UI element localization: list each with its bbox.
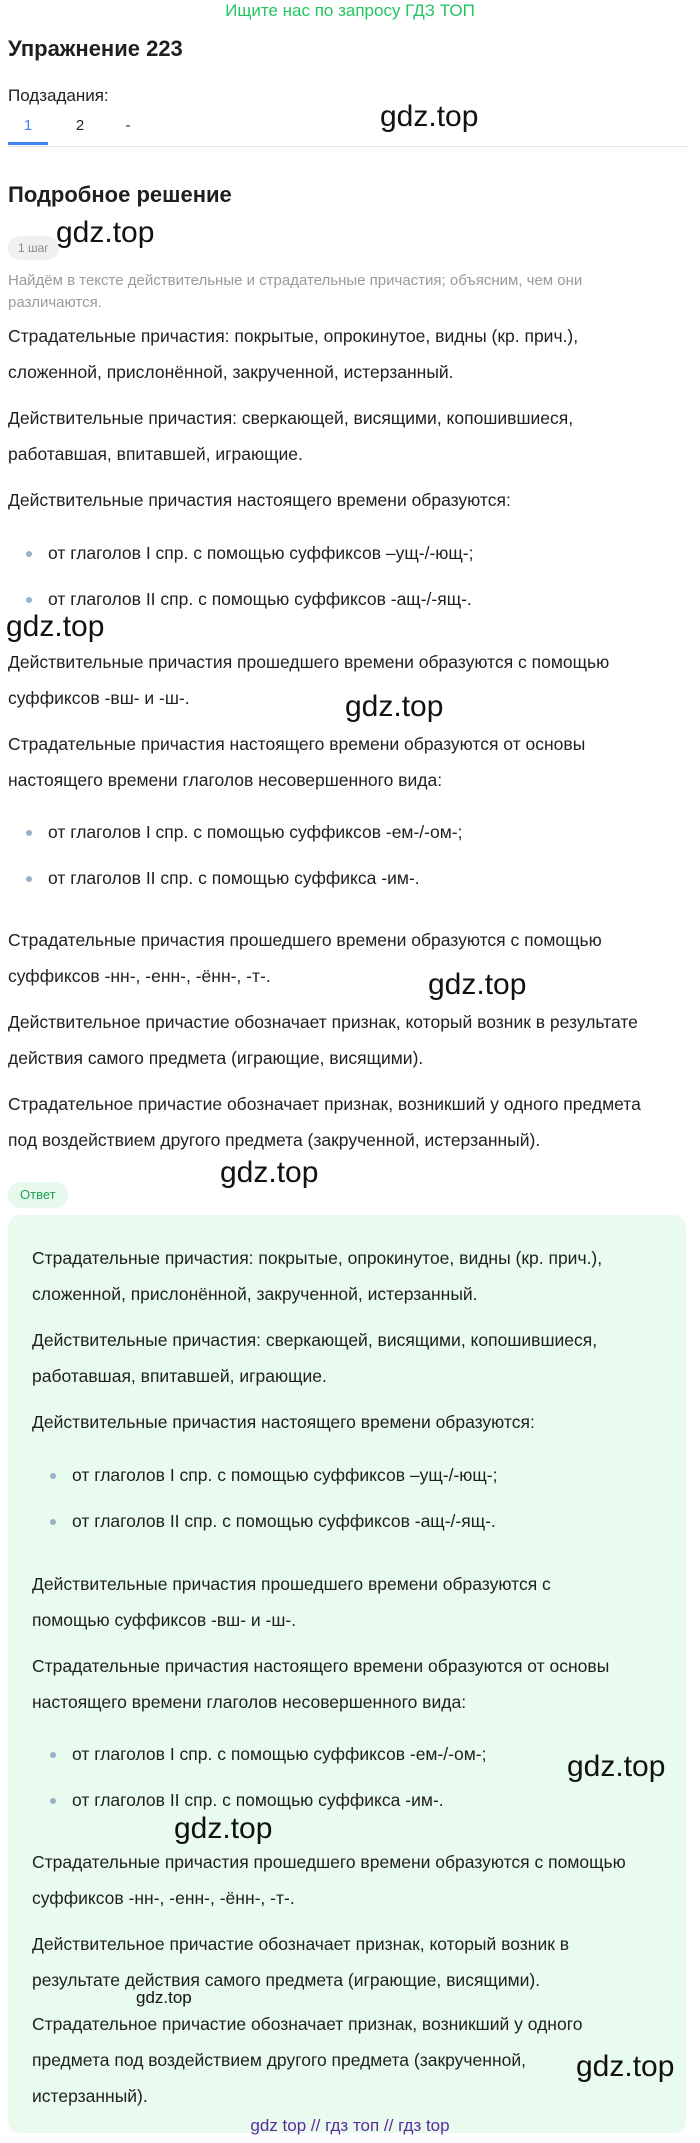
solution-passive-present-head-1: Страдательные причастия настоящего времени образуются от основы <box>8 734 586 754</box>
solution-list-item: от глаголов II спр. с помощью суффиксов -ащ-/-ящ-. <box>48 584 668 614</box>
watermark: gdz.top <box>576 2050 675 2083</box>
solution-passive-present-head-2: настоящего времени глаголов несовершенного вида: <box>8 770 443 790</box>
watermark: gdz.top <box>567 1750 666 1783</box>
tab-subtask-1[interactable]: 1 <box>8 115 48 145</box>
answer-active-intro-2: работавшая, впитавшей, играющие. <box>32 1366 327 1386</box>
step-badge: 1 шаг <box>8 236 59 260</box>
answer-passive-meaning-2: предмета под воздействием другого предмета (закрученной, <box>32 2050 526 2070</box>
watermark: gdz.top <box>6 610 105 643</box>
watermark: gdz.top <box>220 1156 319 1189</box>
answer-list-item: от глаголов I спр. с помощью суффиксов –ущ-/-ющ-; <box>72 1460 672 1490</box>
footer-links[interactable]: gdz top // гдз топ // гдз top <box>250 2116 450 2135</box>
watermark: gdz.top <box>174 1812 273 1845</box>
solution-list-item: от глаголов I спр. с помощью суффиксов –ущ-/-ющ-; <box>48 538 668 568</box>
answer-passive-present-head-2: настоящего времени глаголов несовершенного вида: <box>32 1692 467 1712</box>
answer-passive-intro-2: сложенной, прислонённой, закрученной, истерзанный. <box>32 1284 478 1304</box>
search-banner: Ищите нас по запросу ГДЗ ТОП <box>225 1 475 20</box>
watermark: gdz.top <box>428 968 527 1001</box>
solution-list-item: от глаголов I спр. с помощью суффиксов -ем-/-ом-; <box>48 817 668 847</box>
solution-active-present-head: Действительные причастия настоящего времени образуются: <box>8 490 511 510</box>
solution-active-past-1: Действительные причастия прошедшего времени образуются с помощью <box>8 652 610 672</box>
answer-active-past-2: помощью суффиксов -вш- и -ш-. <box>32 1610 297 1630</box>
tab-subtask-3[interactable]: - <box>125 117 131 134</box>
answer-passive-past-2: суффиксов -нн-, -енн-, -ённ-, -т-. <box>32 1888 295 1908</box>
solution-active-meaning-1: Действительное причастие обозначает признак, который возник в результате <box>8 1012 638 1032</box>
watermark: gdz.top <box>136 1988 192 2007</box>
solution-passive-past-2: суффиксов -нн-, -енн-, -ённ-, -т-. <box>8 966 271 986</box>
page-title: Упражнение 223 <box>8 36 183 61</box>
solution-list-item: от глаголов II спр. с помощью суффикса -им-. <box>48 863 668 893</box>
answer-passive-meaning-3: истерзанный). <box>32 2086 148 2106</box>
answer-passive-intro-1: Страдательные причастия: покрытые, опрокинутое, видны (кр. прич.), <box>32 1248 603 1268</box>
answer-active-present-head: Действительные причастия настоящего времени образуются: <box>32 1412 535 1432</box>
watermark: gdz.top <box>56 216 155 249</box>
answer-passive-present-head-1: Страдательные причастия настоящего времени образуются от основы <box>32 1656 610 1676</box>
tab-subtask-2[interactable]: 2 <box>75 117 85 134</box>
solution-active-past-2: суффиксов -вш- и -ш-. <box>8 688 190 708</box>
solution-title: Подробное решение <box>8 182 232 207</box>
answer-active-past-1: Действительные причастия прошедшего времени образуются с <box>32 1574 551 1594</box>
answer-list-item: от глаголов II спр. с помощью суффикса -им-. <box>72 1785 672 1815</box>
solution-passive-past-1: Страдательные причастия прошедшего времени образуются с помощью <box>8 930 602 950</box>
answer-badge: Ответ <box>8 1182 68 1208</box>
subtasks-label: Подзадания: <box>8 86 109 105</box>
solution-active-intro-1: Действительные причастия: сверкающей, висящими, копошившиеся, <box>8 408 574 428</box>
answer-active-meaning-2: результате действия самого предмета (играющие, висящими). <box>32 1970 541 1990</box>
tabs-divider <box>8 146 688 147</box>
solution-passive-meaning-2: под воздействием другого предмета (закрученной, истерзанный). <box>8 1130 541 1150</box>
step-hint: Найдём в тексте действительные и страдательные причастия; объясним, чем они различаются. <box>8 272 583 311</box>
answer-passive-meaning-1: Страдательное причастие обозначает признак, возникший у одного <box>32 2014 583 2034</box>
solution-active-intro-2: работавшая, впитавшей, играющие. <box>8 444 303 464</box>
answer-passive-past-1: Страдательные причастия прошедшего времени образуются с помощью <box>32 1852 626 1872</box>
solution-active-meaning-2: действия самого предмета (играющие, висящими). <box>8 1048 424 1068</box>
watermark: gdz.top <box>380 100 479 133</box>
answer-list-item: от глаголов I спр. с помощью суффиксов -ем-/-ом-; <box>72 1739 672 1769</box>
watermark: gdz.top <box>345 690 444 723</box>
solution-passive-meaning-1: Страдательное причастие обозначает признак, возникший у одного предмета <box>8 1094 641 1114</box>
solution-passive-intro-1: Страдательные причастия: покрытые, опрокинутое, видны (кр. прич.), <box>8 326 579 346</box>
answer-active-meaning-1: Действительное причастие обозначает признак, который возник в <box>32 1934 570 1954</box>
answer-list-item: от глаголов II спр. с помощью суффиксов -ащ-/-ящ-. <box>72 1506 672 1536</box>
answer-active-intro-1: Действительные причастия: сверкающей, висящими, копошившиеся, <box>32 1330 598 1350</box>
solution-passive-intro-2: сложенной, прислонённой, закрученной, истерзанный. <box>8 362 454 382</box>
